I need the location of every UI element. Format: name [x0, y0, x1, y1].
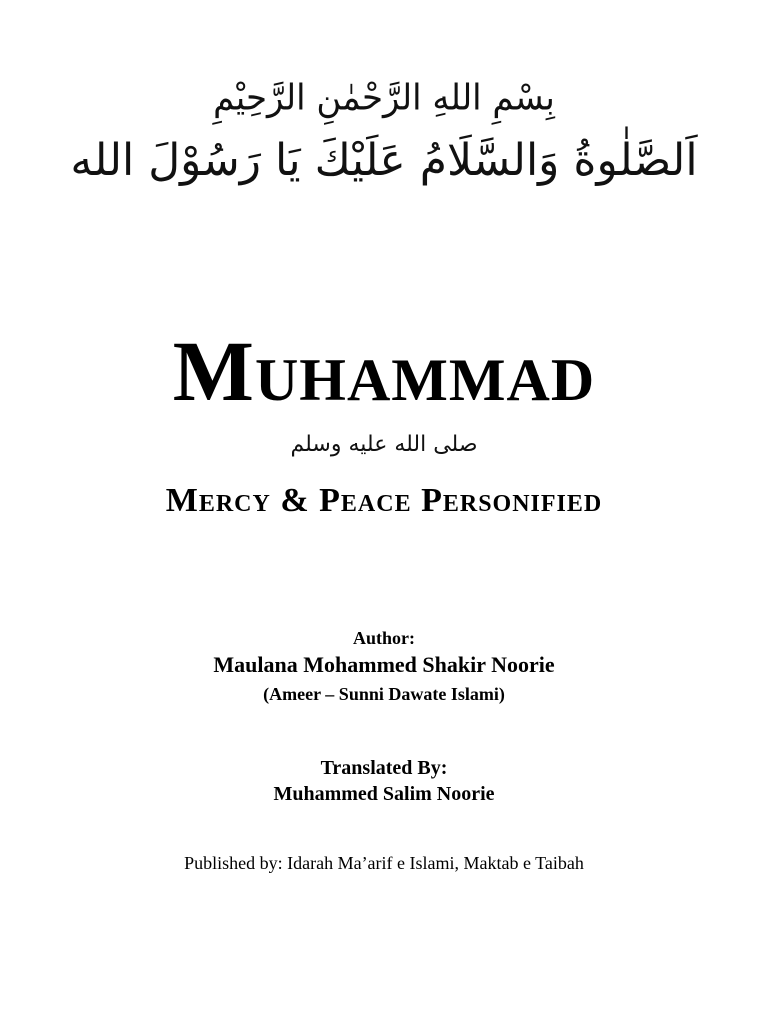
- author-label: Author:: [353, 628, 415, 648]
- book-title: Muhammad: [172, 323, 596, 419]
- translated-by-label: Translated By:: [320, 757, 448, 779]
- honorific-calligraphy: صلى الله عليه وسلم: [290, 432, 478, 457]
- publisher-line: Published by: Idarah Ma’arif e Islami, Maktab e Taibah: [184, 853, 584, 873]
- salat-calligraphy: اَلصَّلٰوةُ وَالسَّلَامُ عَلَيْكَ يَا رَسُوْلَ الله: [70, 135, 698, 186]
- translator-name: Muhammed Salim Noorie: [273, 783, 495, 805]
- bismillah-calligraphy: بِسْمِ اللهِ الرَّحْمٰنِ الرَّحِيْمِ: [213, 77, 555, 119]
- book-subtitle: Mercy & Peace Personified: [165, 482, 603, 519]
- author-role: (Ameer – Sunni Dawate Islami): [263, 684, 505, 704]
- author-name: Maulana Mohammed Shakir Noorie: [213, 652, 555, 677]
